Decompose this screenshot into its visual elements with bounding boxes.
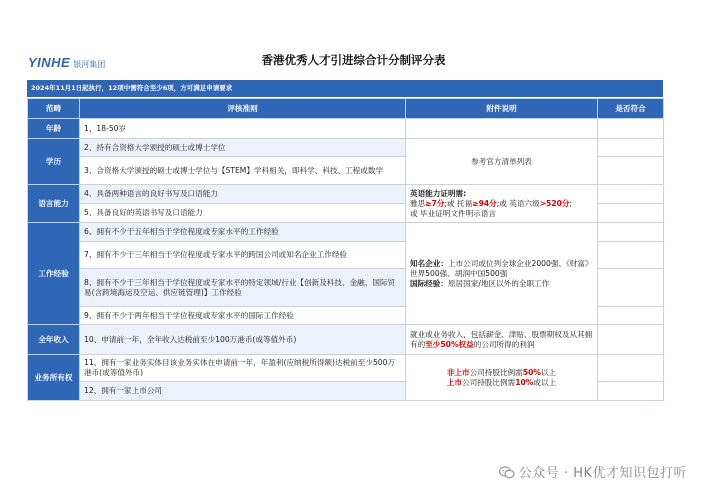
note-highlight: 上市: [446, 377, 463, 387]
note-text: 就业或业务收入，包括薪金、津贴、股票期权及从其拥有的: [410, 329, 593, 349]
criterion-2: 2、持有合资格大学颁授的硕士或博士学位: [80, 139, 406, 157]
compliance-cell[interactable]: [598, 119, 664, 139]
compliance-cell[interactable]: [598, 325, 664, 355]
criterion-11: 11、拥有一家业务实体目该业务实体在申请前一年，年盈利(应纳税所得额)达税前至少500万港币(或等值外币): [80, 355, 406, 382]
compliance-cell[interactable]: [598, 242, 664, 269]
table-row: [28, 355, 664, 382]
criterion-7: 7、拥有不少于三年相当于学位程度或专家水平的跨国公司或知名企业工作经验: [80, 242, 406, 269]
note-business: [406, 355, 598, 401]
table-row: [28, 325, 664, 355]
note-text: ;: [569, 198, 573, 208]
note-key: 知名企业：: [410, 258, 448, 268]
compliance-cell[interactable]: [598, 185, 664, 204]
equity-threshold: 至少50%权益: [425, 339, 474, 349]
header-category: 范畴: [28, 99, 80, 119]
criterion-4: 4、具备两种语言的良好书写及口语能力: [80, 185, 406, 204]
compliance-cell[interactable]: [598, 204, 664, 223]
compliance-cell[interactable]: [598, 382, 664, 401]
table-row: [28, 185, 664, 204]
cet6-score: >520分: [539, 198, 570, 208]
table-header-row: [28, 99, 664, 119]
ielts-score: ≥7分: [425, 198, 445, 208]
table-row: [28, 119, 664, 139]
note-text: ;或 英语六级: [496, 198, 540, 208]
note-key: 国际经验：: [410, 278, 448, 288]
work-note-international: [410, 279, 593, 289]
criterion-6: 6、拥有不少于五年相当于学位程度或专家水平的工作经验: [80, 223, 406, 242]
business-note-unlisted: [410, 368, 593, 378]
note-text: 以上: [540, 367, 557, 377]
note-highlight: 50%: [522, 367, 541, 377]
criterion-10: 10、申请前一年，全年收入达税前至少100万港币(或等值外币): [80, 325, 406, 355]
note-text: 上市公司或位列全球企业2000强、《财富》世界500强、胡润中国500强: [410, 258, 593, 278]
note-highlight: 10%: [515, 377, 534, 387]
compliance-cell[interactable]: [598, 355, 664, 382]
note-text: 公司持股比例需: [462, 377, 516, 387]
watermark: [499, 462, 687, 481]
category-income: 全年收入: [28, 325, 80, 355]
header-criteria: 评核准则: [80, 99, 406, 119]
category-education: 学历: [28, 139, 80, 185]
table-row: [28, 139, 664, 157]
compliance-cell[interactable]: [598, 269, 664, 307]
language-note-line2: 或 毕业证明文件明示语言: [410, 208, 496, 218]
compliance-cell[interactable]: [598, 139, 664, 157]
note-income: [406, 325, 598, 355]
category-business-ownership: 业务所有权: [28, 355, 80, 401]
compliance-cell[interactable]: [598, 307, 664, 325]
logo-name: 银河集团: [73, 60, 106, 69]
header-notes: 附件说明: [406, 99, 598, 119]
effective-date-banner: 2024年11月1日起执行，12项中需符合至少6项，方可满足申请要求: [27, 80, 663, 97]
criterion-1: 1、18-50岁: [80, 119, 406, 139]
note-text: 公司持股比例需: [469, 367, 523, 377]
criterion-8: 8、拥有不少于三年相当于学位程度或专家水平的特定领域/行业【创新及科技、金融、国际贸易(含跨境海运及空运、供应链管理)】工作经验: [80, 269, 406, 307]
note-text: ;或 托福: [444, 198, 473, 208]
note-work: [406, 223, 598, 325]
note-text: 原居国家/地区以外的全职工作: [447, 278, 550, 288]
criterion-9: 9、拥有不少于两年相当于学位程度或专家水平的国际工作经验: [80, 307, 406, 325]
logo-brand: YINHE: [28, 55, 71, 70]
page-title: 香港优秀人才引进综合计分制评分表: [261, 53, 446, 67]
work-note-famous: [410, 259, 593, 279]
category-language: 语言能力: [28, 185, 80, 223]
watermark-text: 公众号 · HK优才知识包打听: [518, 466, 687, 481]
business-note-listed: [410, 378, 593, 388]
compliance-cell[interactable]: [598, 157, 664, 185]
table-row: [28, 223, 664, 242]
note-education: 参考官方清单列表: [406, 139, 598, 185]
criterion-3: 3、合资格大学颁授的硕士或博士学位与【STEM】学科相关，即科学、科技、工程或数学: [80, 157, 406, 185]
note-text: 雅思: [410, 198, 426, 208]
language-note-heading: 英语能力证明需:: [410, 188, 467, 198]
note-age: [406, 119, 598, 139]
note-text: 或以上: [533, 377, 557, 387]
wechat-icon: [499, 466, 515, 479]
compliance-cell[interactable]: [598, 223, 664, 242]
criterion-12: 12、拥有一家上市公司: [80, 382, 406, 401]
note-text: 的公司所得的利润: [473, 339, 535, 349]
category-work-experience: 工作经验: [28, 223, 80, 325]
note-language: [406, 185, 598, 223]
scoring-table: [27, 98, 664, 401]
criterion-5: 5、具备良好的英语书写及口语能力: [80, 204, 406, 223]
language-note-line1: [410, 199, 593, 209]
category-age: 年龄: [28, 119, 80, 139]
header-compliance: 是否符合: [598, 99, 664, 119]
toefl-score: ≥94分: [472, 198, 497, 208]
note-highlight: 非上市: [446, 367, 470, 377]
